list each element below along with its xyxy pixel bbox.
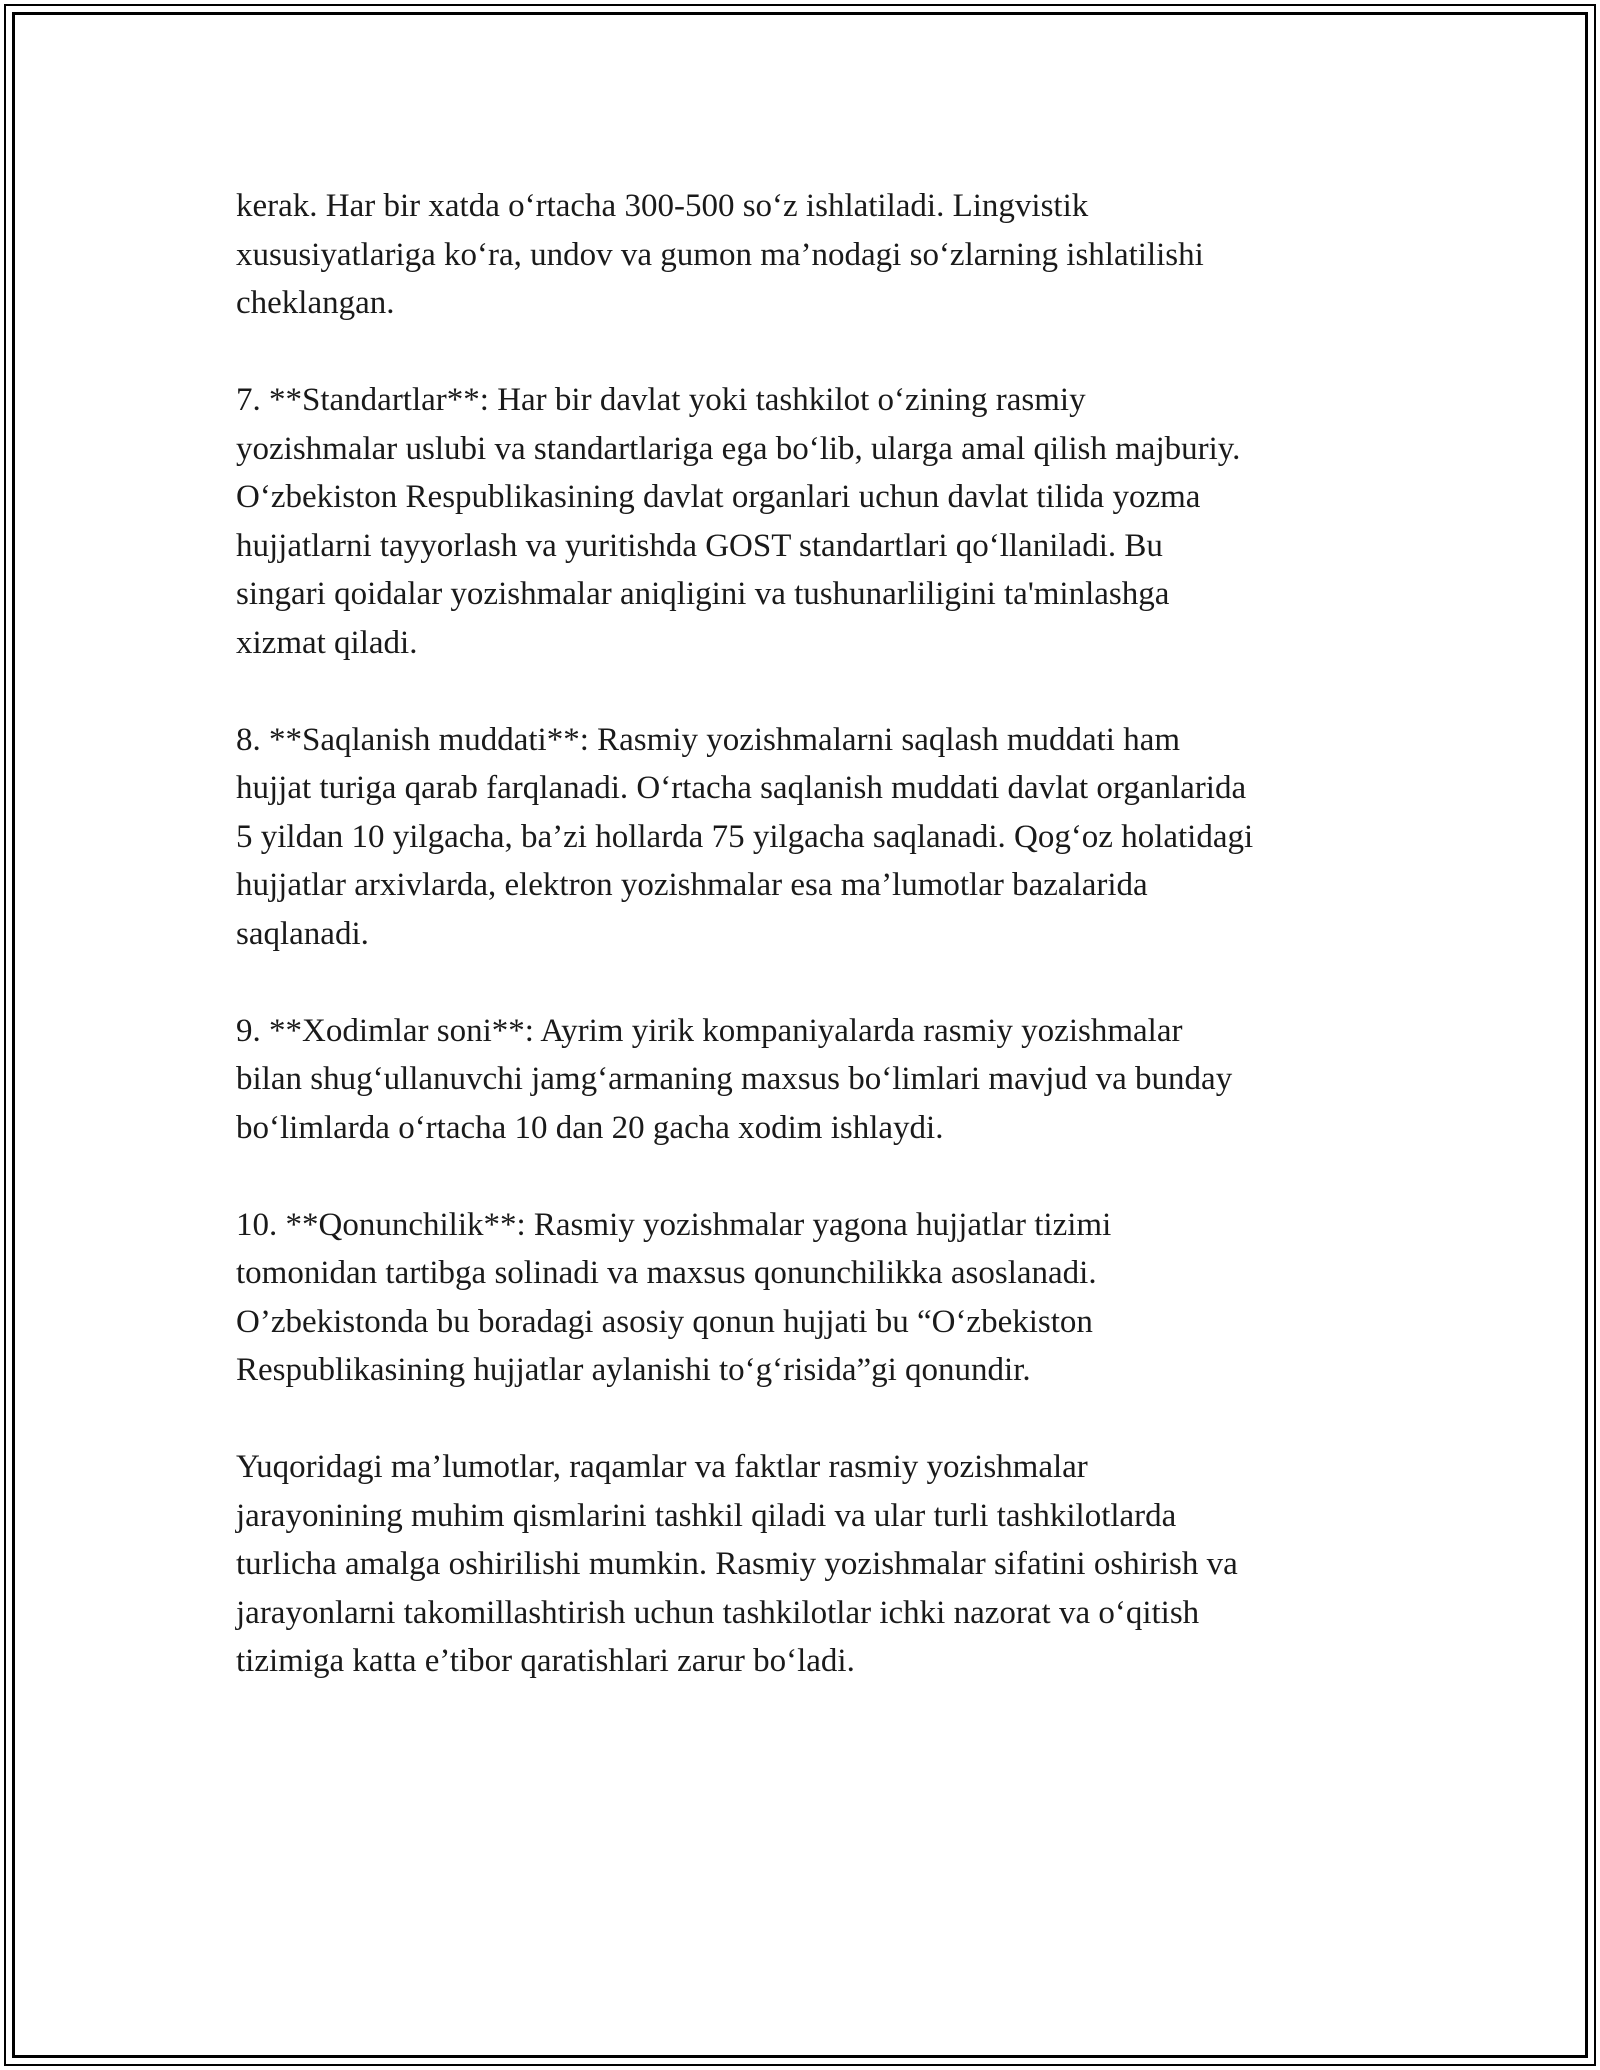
text-line: turlicha amalga oshirilishi mumkin. Rasmiy yozishmalar sifatini oshirish va <box>236 1546 1238 1582</box>
text-line: 8. **Saqlanish muddati**: Rasmiy yozishmalarni saqlash muddati ham <box>236 721 1181 758</box>
text-line: singari qoidalar yozishmalar aniqligini va tushunarliligini ta'minlashga <box>236 576 1170 612</box>
text-line: xizmat qiladi. <box>236 624 418 661</box>
text-line: tizimiga katta e’tibor qaratishlari zarur bo‘ladi. <box>236 1643 855 1679</box>
paragraph-legislation <box>236 1201 1386 1395</box>
text-line: Yuqoridagi ma’lumotlar, raqamlar va faktlar rasmiy yozishmalar <box>236 1449 1088 1485</box>
text-line: jarayonlarni takomillashtirish uchun tashkilotlar ichki nazorat va o‘qitish <box>236 1594 1200 1631</box>
text-line: saqlanadi. <box>236 915 369 952</box>
text-line: 7. **Standartlar**: Har bir davlat yoki tashkilot o‘zining rasmiy <box>236 382 1086 418</box>
document-body <box>236 182 1386 1734</box>
text-line: Respublikasining hujjatlar aylanishi to‘g‘risida”gi qonundir. <box>236 1352 1031 1388</box>
text-line: jarayonining muhim qismlarini tashkil qiladi va ular turli tashkilotlarda <box>236 1497 1177 1534</box>
text-line: O‘zbekiston Respublikasining davlat organlari uchun davlat tilida yozma <box>236 479 1201 515</box>
text-line: cheklangan. <box>236 285 395 321</box>
text-line: hujjatlarni tayyorlash va yuritishda GOST standartlari qo‘llaniladi. Bu <box>236 527 1163 564</box>
text-line: 5 yildan 10 yilgacha, ba’zi hollarda 75 yilgacha saqlanadi. Qog‘oz holatidagi <box>236 818 1254 855</box>
text-line: tomonidan tartibga solinadi va maxsus qonunchilikka asoslanadi. <box>236 1255 1097 1291</box>
paragraph-conclusion <box>236 1443 1386 1686</box>
text-line: hujjatlar arxivlarda, elektron yozishmalar esa ma’lumotlar bazalarida <box>236 867 1148 903</box>
text-line: 10. **Qonunchilik**: Rasmiy yozishmalar yagona hujjatlar tizimi <box>236 1206 1112 1243</box>
text-line: 9. **Xodimlar soni**: Ayrim yirik kompaniyalarda rasmiy yozishmalar <box>236 1012 1183 1049</box>
paragraph-standards <box>236 376 1386 667</box>
text-line: hujjat turiga qarab farqlanadi. O‘rtacha saqlanish muddati davlat organlarida <box>236 770 1247 806</box>
text-line: bo‘limlarda o‘rtacha 10 dan 20 gacha xodim ishlaydi. <box>236 1109 944 1146</box>
text-line: xususiyatlariga ko‘ra, undov va gumon ma’nodagi so‘zlarning ishlatilishi <box>236 236 1204 273</box>
text-line: kerak. Har bir xatda o‘rtacha 300-500 so‘z ishlatiladi. Lingvistik <box>236 188 1089 224</box>
paragraph-storage-period <box>236 716 1386 959</box>
text-line: O’zbekistonda bu boradagi asosiy qonun hujjati bu “O‘zbekiston <box>236 1303 1093 1340</box>
paragraph-staff-count <box>236 1007 1386 1153</box>
text-line: yozishmalar uslubi va standartlariga ega bo‘lib, ularga amal qilish majburiy. <box>236 430 1241 467</box>
paragraph-continuation <box>236 182 1386 328</box>
text-line: bilan shug‘ullanuvchi jamg‘armaning maxsus bo‘limlari mavjud va bunday <box>236 1061 1233 1097</box>
